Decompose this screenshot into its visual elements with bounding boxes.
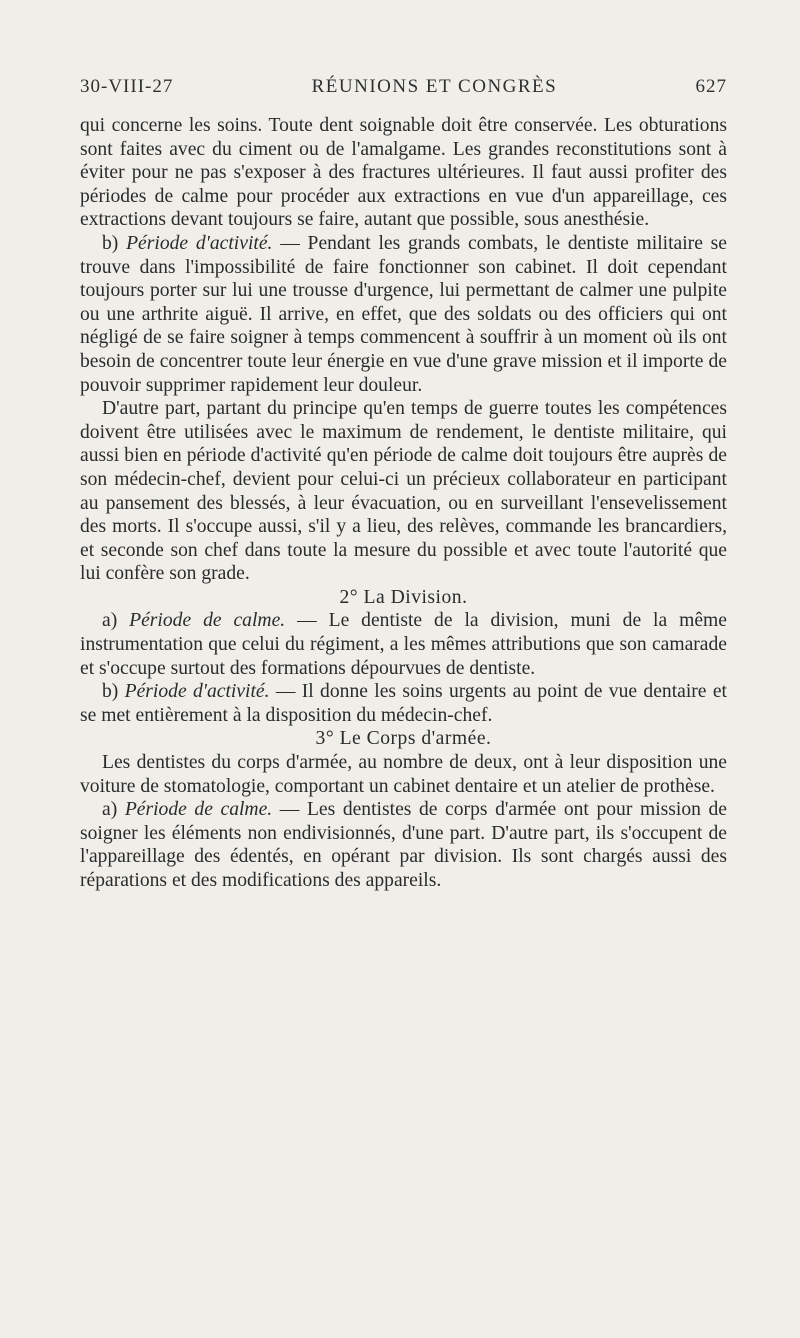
- paragraph-1: qui concerne les soins. Toute dent soignable doit être conservée. Les obturations sont faites avec du ciment ou de l'amalgame. Les grandes reconstitutions sont à éviter pour ne pas s'exposer à des fractures ultérieures. Il faut aussi profiter des périodes de calme pour procéder aux extractions en vue d'un appareillage, ces extractions devant toujours se faire, autant que possible, sous anesthésie.: [80, 115, 727, 231]
- italic-label: Période d'activité.: [126, 232, 273, 254]
- paragraph-text: — Pendant les grands combats, le dentiste militaire se trouve dans l'impossibilité de faire fonctionner son cabinet. Il doit cependant toujours porter sur lui une trousse d'urgence, lui permettant de calmer une pulpite ou une arthrite aiguë. Il arrive, en effet, que des soldats ou des officiers qui ont négligé de se faire soigner à temps commencent à souffrir à un moment où ils ont besoin de concentrer toute leur énergie en vue d'une grave mission et il importe de pouvoir supprimer rapidement leur douleur.: [80, 232, 727, 396]
- list-marker: a): [102, 610, 130, 632]
- paragraph-4: [80, 609, 727, 680]
- paragraph-2: [80, 232, 727, 397]
- header-title: RÉUNIONS ET CONGRÈS: [311, 76, 558, 97]
- page-number: 627: [695, 76, 727, 97]
- italic-label: Période d'activité.: [124, 681, 270, 703]
- list-marker: b): [102, 232, 127, 254]
- italic-label: Période de calme.: [124, 799, 273, 821]
- paragraph-6: Les dentistes du corps d'armée, au nombre de deux, ont à leur disposition une voiture de stomatologie, comportant un cabinet dentaire et un atelier de prothèse.: [80, 752, 727, 797]
- paragraph-text: — Le dentiste de la division, muni de la même instrumentation que celui du régiment, a les mêmes attributions que son camarade et s'occupe surtout des formations dépourvues de dentiste.: [80, 610, 727, 679]
- section-heading-division: 2° La Division.: [339, 586, 468, 608]
- italic-label: Période de calme.: [129, 610, 286, 632]
- paragraph-5: [80, 680, 727, 727]
- paragraph-7: [80, 798, 727, 892]
- header-date: 30-VIII-27: [80, 76, 174, 97]
- body-text: [80, 114, 727, 893]
- list-marker: b): [102, 681, 125, 703]
- running-header: [80, 76, 727, 98]
- list-marker: a): [102, 799, 125, 821]
- paragraph-text: — Les dentistes de corps d'armée ont pour mission de soigner les éléments non endivisionnés, d'une part. D'autre part, ils s'occupent de l'appareillage des édentés, en opérant par division. Ils sont chargés aussi des réparations et des modifications des appareils.: [80, 799, 727, 891]
- paragraph-3: D'autre part, partant du principe qu'en temps de guerre toutes les compétences doivent être utilisées avec le maximum de rendement, le dentiste militaire, qui aussi bien en période d'activité qu'en période de calme doit toujours être auprès de son médecin-chef, devient pour celui-ci un précieux collaborateur en participant au pansement des blessés, à leur évacuation, ou en surveillant l'ensevelissement des morts. Il s'occupe aussi, s'il y a lieu, des relèves, commande les brancardiers, et seconde son chef dans toute la mesure du possible et avec toute l'autorité que lui confère son grade.: [80, 398, 727, 585]
- section-heading-corps-armee: 3° Le Corps d'armée.: [315, 728, 492, 750]
- paragraph-text: — Il donne les soins urgents au point de vue dentaire et se met entièrement à la disposition du médecin-chef.: [80, 681, 727, 726]
